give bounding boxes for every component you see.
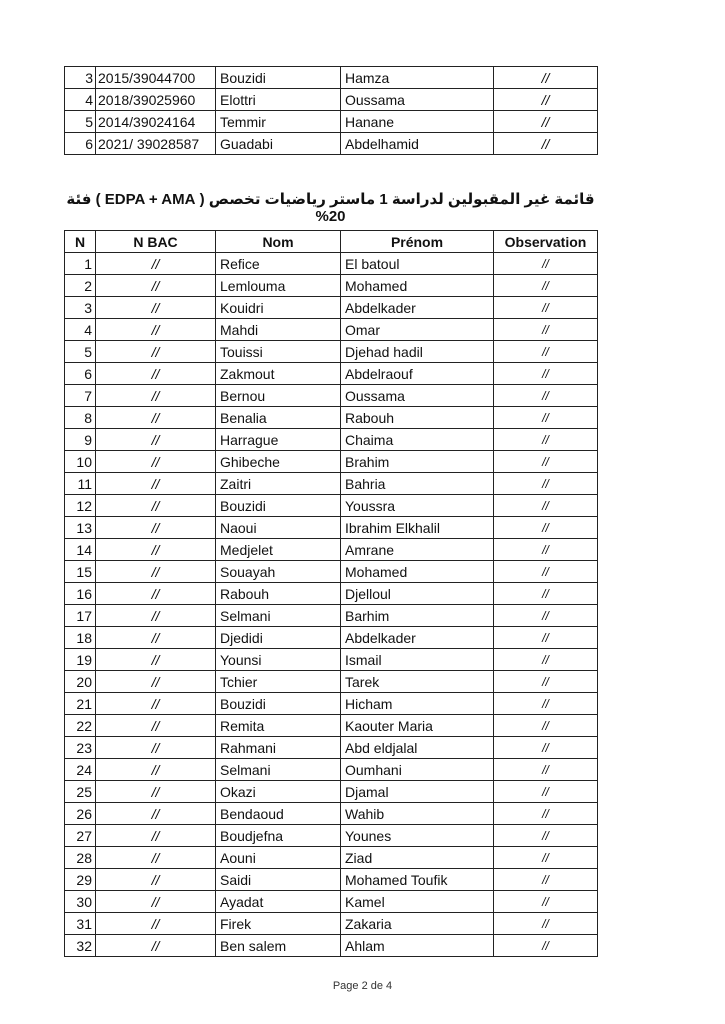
cell-n-bac: //: [96, 737, 216, 759]
cell-observation: //: [494, 341, 598, 363]
table-row: [65, 737, 598, 759]
table-row: [65, 935, 598, 957]
cell-nom: Tchier: [216, 671, 341, 693]
cell-number: 8: [65, 407, 96, 429]
table-row: [65, 319, 598, 341]
cell-observation: //: [494, 715, 598, 737]
table-row: [65, 297, 598, 319]
cell-observation: //: [494, 869, 598, 891]
cell-observation: //: [494, 539, 598, 561]
table-row: [65, 715, 598, 737]
cell-number: 3: [65, 297, 96, 319]
cell-n-bac: //: [96, 869, 216, 891]
header-n: N: [65, 231, 96, 253]
cell-n-bac: //: [96, 297, 216, 319]
table-row: [65, 583, 598, 605]
cell-observation: //: [494, 385, 598, 407]
cell-n-bac: //: [96, 275, 216, 297]
cell-number: 6: [65, 133, 96, 155]
cell-n-bac: 2015/39044700: [96, 67, 216, 89]
cell-prenom: Tarek: [341, 671, 494, 693]
table-row: [65, 495, 598, 517]
cell-number: 24: [65, 759, 96, 781]
cell-nom: Younsi: [216, 649, 341, 671]
cell-nom: Ayadat: [216, 891, 341, 913]
cell-prenom: Djehad hadil: [341, 341, 494, 363]
cell-nom: Benalia: [216, 407, 341, 429]
cell-n-bac: //: [96, 649, 216, 671]
cell-n-bac: 2021/ 39028587: [96, 133, 216, 155]
table-row: [65, 649, 598, 671]
cell-n-bac: //: [96, 847, 216, 869]
cell-observation: //: [494, 89, 598, 111]
cell-observation: //: [494, 627, 598, 649]
cell-nom: Bouzidi: [216, 693, 341, 715]
cell-prenom: Kaouter Maria: [341, 715, 494, 737]
table-row: [65, 253, 598, 275]
cell-nom: Touissi: [216, 341, 341, 363]
cell-number: 25: [65, 781, 96, 803]
cell-prenom: Youssra: [341, 495, 494, 517]
section-title: قائمة غير المقبولين لدراسة 1 ماستر رياضيات تخصص ( EDPA + AMA ) فئة 20%: [66, 191, 595, 225]
cell-nom: Lemlouma: [216, 275, 341, 297]
cell-n-bac: //: [96, 671, 216, 693]
cell-prenom: Abdelhamid: [341, 133, 494, 155]
header-nom: Nom: [216, 231, 341, 253]
header-n-bac: N BAC: [96, 231, 216, 253]
cell-n-bac: //: [96, 693, 216, 715]
cell-number: 5: [65, 341, 96, 363]
cell-nom: Harrague: [216, 429, 341, 451]
table-row: [65, 781, 598, 803]
cell-observation: //: [494, 297, 598, 319]
cell-observation: //: [494, 649, 598, 671]
cell-n-bac: //: [96, 627, 216, 649]
table-row: [65, 561, 598, 583]
header-prenom: Prénom: [341, 231, 494, 253]
cell-prenom: Wahib: [341, 803, 494, 825]
cell-prenom: Ahlam: [341, 935, 494, 957]
cell-number: 26: [65, 803, 96, 825]
cell-prenom: Amrane: [341, 539, 494, 561]
cell-n-bac: //: [96, 385, 216, 407]
cell-prenom: Abdelkader: [341, 297, 494, 319]
cell-n-bac: //: [96, 539, 216, 561]
cell-nom: Kouidri: [216, 297, 341, 319]
cell-n-bac: //: [96, 781, 216, 803]
cell-prenom: Mohamed: [341, 275, 494, 297]
cell-number: 30: [65, 891, 96, 913]
cell-number: 4: [65, 319, 96, 341]
cell-prenom: Djelloul: [341, 583, 494, 605]
cell-nom: Aouni: [216, 847, 341, 869]
cell-prenom: El batoul: [341, 253, 494, 275]
cell-number: 12: [65, 495, 96, 517]
cell-nom: Bouzidi: [216, 67, 341, 89]
cell-prenom: Zakaria: [341, 913, 494, 935]
cell-nom: Guadabi: [216, 133, 341, 155]
cell-n-bac: //: [96, 363, 216, 385]
cell-prenom: Barhim: [341, 605, 494, 627]
table-row: [65, 869, 598, 891]
cell-nom: Saidi: [216, 869, 341, 891]
cell-prenom: Abd eldjalal: [341, 737, 494, 759]
table-row: [65, 275, 598, 297]
cell-n-bac: //: [96, 583, 216, 605]
table-row: [65, 473, 598, 495]
cell-nom: Bendaoud: [216, 803, 341, 825]
cell-nom: Selmani: [216, 759, 341, 781]
table-row: [65, 825, 598, 847]
cell-nom: Ghibeche: [216, 451, 341, 473]
table-row: [65, 605, 598, 627]
cell-n-bac: //: [96, 253, 216, 275]
cell-n-bac: //: [96, 407, 216, 429]
cell-n-bac: 2014/39024164: [96, 111, 216, 133]
cell-number: 28: [65, 847, 96, 869]
cell-nom: Boudjefna: [216, 825, 341, 847]
cell-observation: //: [494, 803, 598, 825]
cell-n-bac: //: [96, 473, 216, 495]
cell-n-bac: //: [96, 429, 216, 451]
cell-n-bac: //: [96, 319, 216, 341]
cell-number: 13: [65, 517, 96, 539]
cell-number: 29: [65, 869, 96, 891]
page-footer: Page 2 de 4: [332, 980, 393, 992]
cell-observation: //: [494, 253, 598, 275]
cell-n-bac: //: [96, 605, 216, 627]
cell-nom: Naoui: [216, 517, 341, 539]
cell-prenom: Hamza: [341, 67, 494, 89]
cell-prenom: Abdelkader: [341, 627, 494, 649]
cell-observation: //: [494, 407, 598, 429]
cell-n-bac: 2018/39025960: [96, 89, 216, 111]
cell-nom: Okazi: [216, 781, 341, 803]
table-row: [65, 671, 598, 693]
cell-observation: //: [494, 429, 598, 451]
cell-prenom: Hanane: [341, 111, 494, 133]
cell-observation: //: [494, 935, 598, 957]
cell-nom: Refice: [216, 253, 341, 275]
cell-n-bac: //: [96, 759, 216, 781]
cell-number: 1: [65, 253, 96, 275]
cell-prenom: Younes: [341, 825, 494, 847]
cell-number: 11: [65, 473, 96, 495]
table-row: [65, 847, 598, 869]
cell-observation: //: [494, 319, 598, 341]
cell-number: 21: [65, 693, 96, 715]
cell-prenom: Brahim: [341, 451, 494, 473]
cell-observation: //: [494, 781, 598, 803]
cell-nom: Rahmani: [216, 737, 341, 759]
previous-list-table: [64, 66, 598, 155]
cell-number: 14: [65, 539, 96, 561]
table-row: [65, 891, 598, 913]
cell-observation: //: [494, 693, 598, 715]
cell-prenom: Kamel: [341, 891, 494, 913]
cell-number: 27: [65, 825, 96, 847]
cell-number: 7: [65, 385, 96, 407]
cell-number: 32: [65, 935, 96, 957]
cell-observation: //: [494, 363, 598, 385]
cell-n-bac: //: [96, 913, 216, 935]
table-row: [65, 759, 598, 781]
cell-nom: Ben salem: [216, 935, 341, 957]
cell-prenom: Abdelraouf: [341, 363, 494, 385]
table-row: [65, 111, 598, 133]
cell-observation: //: [494, 517, 598, 539]
cell-observation: //: [494, 605, 598, 627]
cell-prenom: Ismail: [341, 649, 494, 671]
table-row: [65, 385, 598, 407]
cell-number: 18: [65, 627, 96, 649]
cell-nom: Bernou: [216, 385, 341, 407]
table-row: [65, 517, 598, 539]
cell-prenom: Djamal: [341, 781, 494, 803]
cell-number: 4: [65, 89, 96, 111]
cell-observation: //: [494, 891, 598, 913]
cell-prenom: Ibrahim Elkhalil: [341, 517, 494, 539]
header-observation: Observation: [494, 231, 598, 253]
cell-nom: Zakmout: [216, 363, 341, 385]
header-row: [65, 231, 598, 253]
cell-prenom: Bahria: [341, 473, 494, 495]
cell-number: 19: [65, 649, 96, 671]
cell-number: 2: [65, 275, 96, 297]
cell-observation: //: [494, 451, 598, 473]
cell-nom: Remita: [216, 715, 341, 737]
cell-prenom: Ziad: [341, 847, 494, 869]
cell-observation: //: [494, 847, 598, 869]
cell-number: 16: [65, 583, 96, 605]
cell-number: 9: [65, 429, 96, 451]
cell-prenom: Oussama: [341, 385, 494, 407]
cell-number: 20: [65, 671, 96, 693]
table-row: [65, 627, 598, 649]
table-row: [65, 341, 598, 363]
rejected-list-table: [64, 230, 598, 957]
cell-number: 23: [65, 737, 96, 759]
cell-n-bac: //: [96, 803, 216, 825]
cell-observation: //: [494, 561, 598, 583]
cell-number: 15: [65, 561, 96, 583]
table-row: [65, 407, 598, 429]
cell-prenom: Oussama: [341, 89, 494, 111]
cell-n-bac: //: [96, 891, 216, 913]
cell-number: 5: [65, 111, 96, 133]
cell-n-bac: //: [96, 561, 216, 583]
cell-observation: //: [494, 67, 598, 89]
cell-observation: //: [494, 473, 598, 495]
cell-nom: Bouzidi: [216, 495, 341, 517]
cell-nom: Mahdi: [216, 319, 341, 341]
cell-prenom: Oumhani: [341, 759, 494, 781]
cell-observation: //: [494, 275, 598, 297]
cell-prenom: Rabouh: [341, 407, 494, 429]
table-row: [65, 133, 598, 155]
cell-n-bac: //: [96, 935, 216, 957]
cell-prenom: Omar: [341, 319, 494, 341]
cell-number: 22: [65, 715, 96, 737]
cell-nom: Firek: [216, 913, 341, 935]
cell-nom: Elottri: [216, 89, 341, 111]
cell-prenom: Chaima: [341, 429, 494, 451]
cell-nom: Selmani: [216, 605, 341, 627]
cell-observation: //: [494, 825, 598, 847]
cell-nom: Djedidi: [216, 627, 341, 649]
cell-observation: //: [494, 495, 598, 517]
cell-n-bac: //: [96, 715, 216, 737]
cell-number: 17: [65, 605, 96, 627]
cell-number: 31: [65, 913, 96, 935]
cell-n-bac: //: [96, 495, 216, 517]
cell-observation: //: [494, 111, 598, 133]
cell-observation: //: [494, 133, 598, 155]
cell-number: 6: [65, 363, 96, 385]
table-row: [65, 429, 598, 451]
table-row: [65, 803, 598, 825]
cell-n-bac: //: [96, 451, 216, 473]
table-row: [65, 451, 598, 473]
cell-nom: Rabouh: [216, 583, 341, 605]
previous-list-body: [65, 67, 598, 155]
table-row: [65, 539, 598, 561]
cell-nom: Souayah: [216, 561, 341, 583]
table-row: [65, 363, 598, 385]
cell-n-bac: //: [96, 825, 216, 847]
cell-nom: Temmir: [216, 111, 341, 133]
cell-nom: Zaitri: [216, 473, 341, 495]
cell-number: 10: [65, 451, 96, 473]
table-row: [65, 693, 598, 715]
cell-n-bac: //: [96, 341, 216, 363]
cell-observation: //: [494, 671, 598, 693]
cell-observation: //: [494, 737, 598, 759]
rejected-list-body: [65, 253, 598, 957]
cell-prenom: Hicham: [341, 693, 494, 715]
cell-prenom: Mohamed: [341, 561, 494, 583]
cell-number: 3: [65, 67, 96, 89]
table-row: [65, 67, 598, 89]
cell-nom: Medjelet: [216, 539, 341, 561]
cell-observation: //: [494, 913, 598, 935]
table-row: [65, 89, 598, 111]
cell-prenom: Mohamed Toufik: [341, 869, 494, 891]
table-row: [65, 913, 598, 935]
cell-observation: //: [494, 759, 598, 781]
cell-observation: //: [494, 583, 598, 605]
cell-n-bac: //: [96, 517, 216, 539]
